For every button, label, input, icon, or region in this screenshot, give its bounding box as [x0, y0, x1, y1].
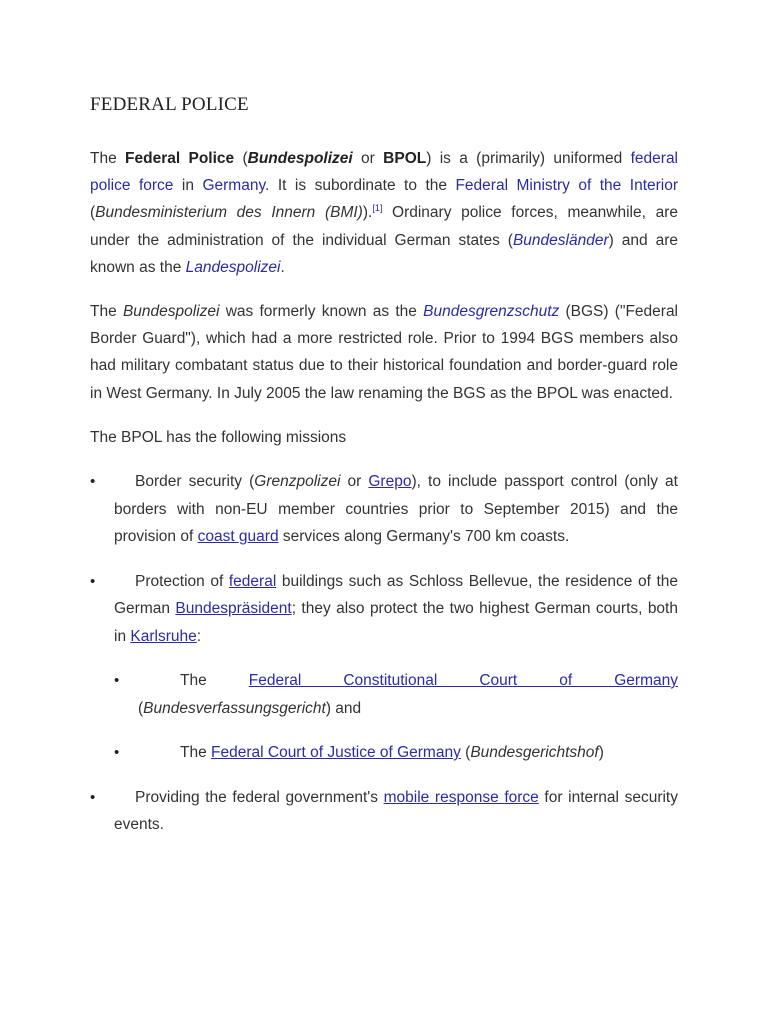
text: ) — [598, 744, 604, 762]
link-federal-constitutional-court[interactable]: Federal Constitutional Court of Germany — [248, 672, 678, 690]
text: in — [173, 177, 203, 195]
link-landespolizei[interactable]: Landespolizei — [185, 258, 281, 276]
text: or — [340, 473, 369, 491]
bullet-icon: • — [114, 672, 120, 690]
italic-term: Bundesministerium des Innern (BMI) — [95, 204, 363, 222]
italic-term: Bundespolizei — [122, 303, 220, 321]
list-item — [90, 784, 678, 839]
link-bundesgrenzschutz[interactable]: Bundesgrenzschutz — [423, 303, 560, 321]
text: was formerly known as the — [219, 303, 424, 321]
text: The — [90, 150, 126, 167]
text: ( — [90, 204, 96, 222]
text: . It is subordinate to the — [265, 177, 456, 195]
list-item — [90, 568, 678, 651]
bullet-icon: • — [114, 744, 120, 762]
missions-list — [90, 468, 678, 650]
text: services along Germany's 700 km coasts. — [278, 528, 570, 546]
list-item — [114, 667, 678, 722]
link-grepo[interactable]: Grepo — [368, 473, 412, 491]
text: ) and — [325, 699, 362, 717]
text: . — [280, 258, 285, 276]
bold-italic-term: Bundespolizei — [247, 150, 353, 167]
text: ; they also protect the two highest German courts, both in — [114, 600, 678, 645]
footnote-ref[interactable]: [1] — [372, 203, 383, 214]
text: The — [90, 303, 123, 321]
italic-term: Bundesgerichtshof — [470, 744, 599, 762]
link-karlsruhe[interactable]: Karlsruhe — [130, 627, 197, 645]
page-title: FEDERAL POLICE — [90, 94, 249, 115]
text: ), to include passport control (only at borders with non-EU member countries prior to September 2015) and the provision of — [114, 473, 678, 546]
italic-term: Grenzpolizei — [254, 473, 341, 491]
link-federal[interactable]: federal — [228, 572, 277, 590]
link-federal-police-force[interactable]: federal police force — [90, 150, 679, 195]
missions-list-continued — [90, 784, 678, 839]
text: (BGS) ("Federal Border Guard"), which had a more restricted role. Prior to 1994 BGS members also had military combatant status due to their historical foundation and border-guard role in West Germany. In July 2005 the law renaming the BGS as the BPOL was enacted. — [90, 303, 679, 402]
link-federal-ministry-interior[interactable]: Federal Ministry of the Interior — [455, 177, 679, 195]
text: ( — [234, 150, 248, 167]
courts-sublist — [114, 667, 678, 767]
bullet-icon: • — [90, 788, 96, 806]
text: ) and are known as the — [90, 231, 678, 276]
missions-intro: The BPOL has the following missions — [90, 428, 347, 446]
text: : — [196, 627, 202, 645]
text: The — [180, 672, 249, 690]
bold-term: BPOL — [383, 150, 427, 167]
bullet-icon: • — [90, 572, 96, 590]
link-bundeslaender[interactable]: Bundesländer — [512, 231, 609, 249]
list-item — [90, 468, 678, 551]
link-bundespraesident[interactable]: Bundespräsident — [175, 600, 292, 618]
italic-term: Bundesverfassungsgericht — [143, 699, 326, 717]
link-federal-court-of-justice[interactable]: Federal Court of Justice of Germany — [211, 744, 461, 762]
history-paragraph — [90, 298, 678, 407]
bold-term: Federal Police — [125, 150, 235, 167]
text: Border security ( — [135, 473, 255, 491]
text: ) is a (primarily) uniformed — [426, 150, 631, 167]
bullet-icon: • — [90, 473, 96, 491]
text: ). — [362, 204, 373, 222]
text: Ordinary police forces, meanwhile, are under the administration of the individual German states ( — [90, 204, 678, 249]
text: Providing the federal government's — [135, 788, 384, 806]
link-mobile-response-force[interactable]: mobile response force — [383, 788, 539, 806]
text: ( — [460, 744, 471, 762]
list-item — [114, 739, 678, 767]
document-page — [90, 92, 678, 856]
intro-paragraph — [90, 145, 678, 281]
text: ( — [138, 699, 144, 717]
link-germany[interactable]: Germany — [202, 177, 266, 195]
text: buildings such as Schloss Bellevue, the residence of the German — [114, 572, 679, 618]
link-coast-guard[interactable]: coast guard — [197, 528, 279, 546]
text: Protection of — [135, 572, 229, 590]
text: for internal security events. — [114, 788, 678, 834]
text: or — [352, 150, 384, 167]
text: The — [180, 744, 212, 762]
